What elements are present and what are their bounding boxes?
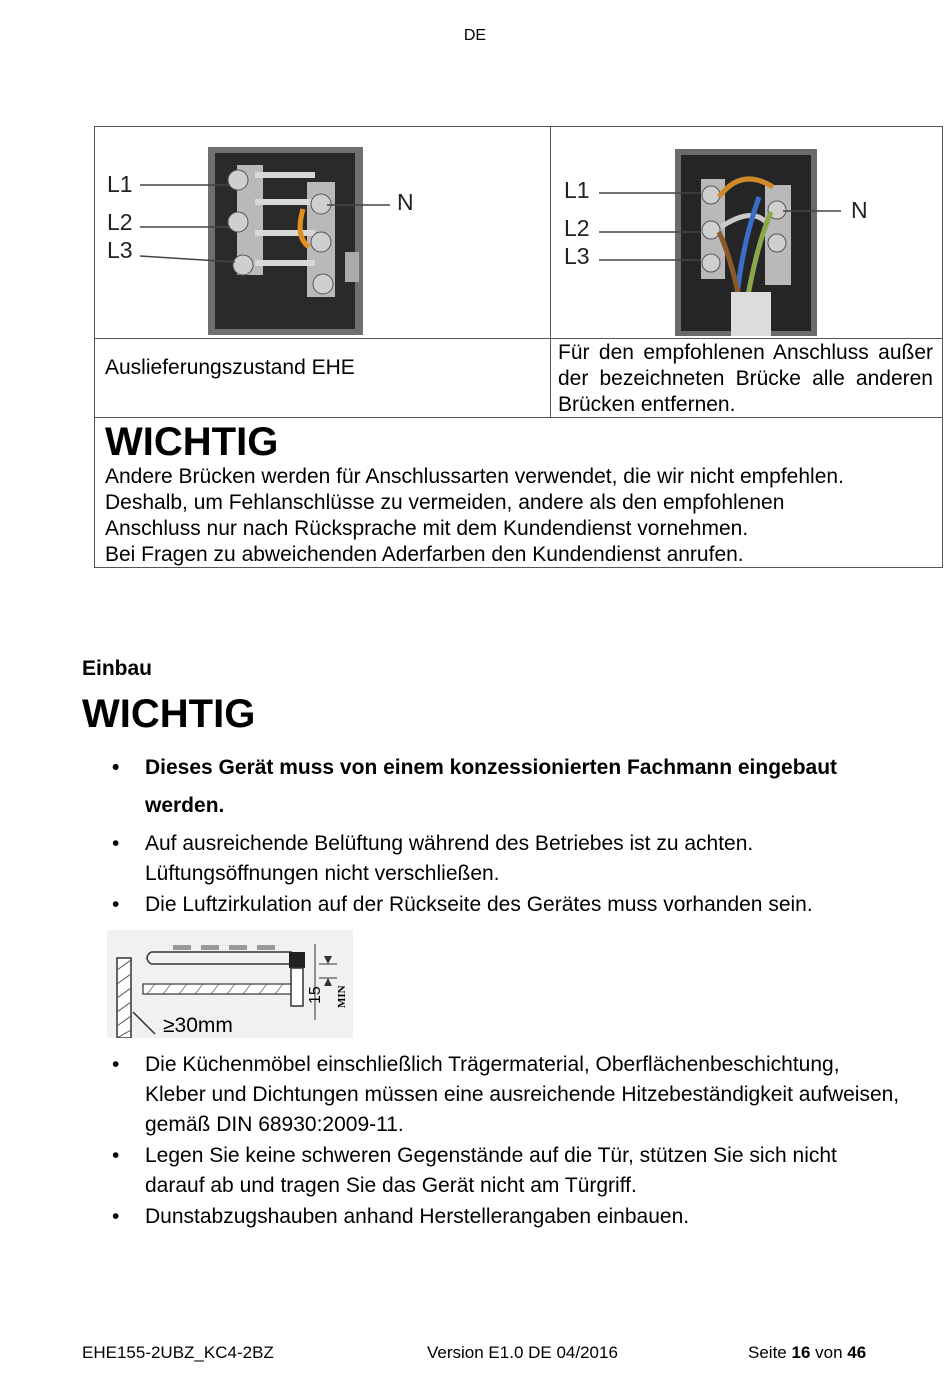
ventilation-gap-diagram (107, 930, 353, 1038)
note-line: Anschluss nur nach Rücksprache mit dem Kundendienst vornehmen. (105, 517, 749, 540)
list-item: • Legen Sie keine schweren Gegenstände auf die Tür, stützen Sie sich nicht darauf ab und tragen Sie das Gerät nicht am Türgriff. (112, 1141, 902, 1201)
gap-label: ≥30mm (163, 1014, 233, 1037)
page-prefix: Seite (748, 1343, 787, 1362)
terminal-photo-recommended (551, 127, 942, 338)
cell-recommended-connection: Für den empfohlenen Anschluss außer der bezeichneten Brücke alle anderen Brücken entfernen. (558, 341, 933, 416)
table-warning-notes (105, 464, 844, 568)
note-line: Bei Fragen zu abweichenden Aderfarben den Kundendienst anrufen. (105, 543, 744, 566)
section-title: Einbau (82, 657, 153, 680)
table-divider-horizontal (95, 338, 942, 339)
height-label: 15 (307, 986, 324, 1004)
header-language: DE (463, 27, 487, 44)
footer-version: Version E1.0 DE 04/2016 (427, 1343, 618, 1362)
page-separator: von (815, 1343, 843, 1362)
page-total: 46 (847, 1343, 867, 1362)
footer-model: EHE155-2UBZ_KC4-2BZ (82, 1343, 274, 1362)
terminal-photo-delivery (95, 127, 550, 338)
cell-delivery-state: Auslieferungszustand EHE (105, 356, 355, 379)
min-label: MIN (336, 985, 348, 1008)
list-item: • Die Küchenmöbel einschließlich Trägermaterial, Oberflächenbeschichtung, Kleber und Dichtungen müssen eine ausreichende Hitzebeständigkeit aufweisen, gemäß DIN 68930:2009-11. (112, 1050, 902, 1140)
list-item: • Auf ausreichende Belüftung während des Betriebes ist zu achten. Lüftungsöffnungen nicht verschließen. (112, 829, 902, 889)
list-item: • Die Luftzirkulation auf der Rückseite des Gerätes muss vorhanden sein. (112, 890, 902, 920)
installation-requirements-list (112, 1050, 902, 1233)
installation-warnings-list (112, 749, 902, 921)
label-l3: L3 (107, 237, 133, 263)
terminal-block-wired-illustration (551, 127, 942, 338)
table-warning-heading: WICHTIG (105, 420, 279, 464)
label-n: N (397, 189, 414, 215)
label-n: N (851, 197, 868, 223)
label-l1: L1 (107, 171, 133, 197)
page-current: 16 (791, 1343, 811, 1362)
label-l2: L2 (107, 209, 133, 235)
label-l2: L2 (564, 215, 590, 241)
list-item: • Dunstabzugshauben anhand Herstellerangaben einbauen. (112, 1202, 902, 1232)
terminal-block-illustration (95, 127, 550, 338)
note-line: Andere Brücken werden für Anschlussarten verwendet, die wir nicht empfehlen. (105, 465, 844, 488)
warning-heading: WICHTIG (82, 692, 256, 736)
footer-page-number (748, 1343, 866, 1363)
label-l3: L3 (564, 243, 590, 269)
wiring-table (94, 126, 943, 568)
list-item: • Dieses Gerät muss von einem konzessionierten Fachmann eingebaut werden. (112, 749, 902, 825)
note-line: Deshalb, um Fehlanschlüsse zu vermeiden, andere als den empfohlenen (105, 491, 785, 514)
label-l1: L1 (564, 177, 590, 203)
